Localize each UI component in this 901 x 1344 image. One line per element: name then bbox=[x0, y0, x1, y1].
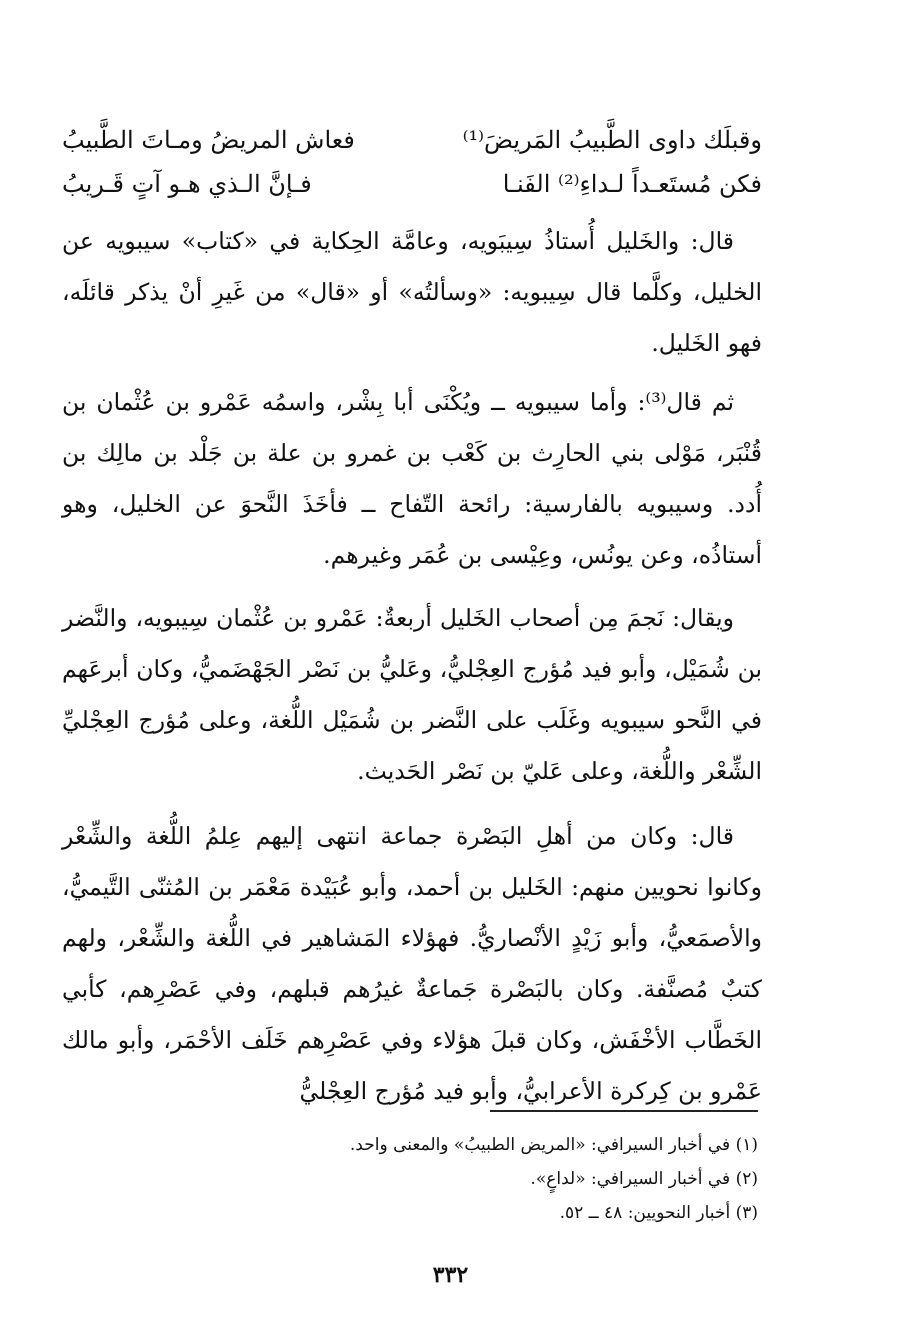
verse-second-hemistich: فـإنَّ الـذي هـو آتٍ قَـريبُ bbox=[62, 170, 312, 198]
verse-line bbox=[62, 162, 762, 206]
verse-first-hemistich: فكن مُستَعـداً لـداءِ⁽²⁾ الفَنـا bbox=[502, 170, 762, 198]
paragraph: قال: والخَليل أُستاذُ سِيبَويه، وعامَّة الحِكاية في «كتاب» سيبويه عن الخليل، وكلَّما قال سِيبويه: «وسألتُه» أو «قال» من غَيرِ أنْ يذكر قائلَه، فهو الخَليل. bbox=[62, 227, 762, 357]
footnote-divider bbox=[490, 1110, 758, 1112]
footnotes bbox=[138, 1128, 758, 1230]
paragraph: قال: وكان من أهلِ البَصْرة جماعة انتهى إليهم عِلمُ اللُّغة والشِّعْر وكانوا نحويين منهم: الخَليل بن أحمد، وأبو عُبَيْدة مَعْمَر بن المُثنّى التَّيميُّ، والأصمَعيُّ، وأبو زَيْدٍ الأنْصاريُّ. فهؤلاء المَشاهير في اللُّغة والشِّعْر، ولهم كتبٌ مُصنَّفة. وكان بالبَصْرة جَماعةٌ غيرُهم قبلهم، وفي عَصْرِهم، كأبي الخَطَّاب الأخْفَش، وكان قبلَ هؤلاء وفي عَصْرِهم خَلَف الأحْمَر، وأبو مالك عَمْرو بن كِركرة الأعرابيُّ، وأبو فيد مُؤرج العِجْليُّ bbox=[62, 822, 762, 1105]
page-body bbox=[62, 118, 762, 1117]
footnote: (٣) أخبار النحويين: ٤٨ ــ ٥٢. bbox=[559, 1203, 758, 1223]
page-number: ٣٣٢ bbox=[432, 1262, 469, 1288]
verse-first-hemistich: وقبلَك داوى الطَّبيبُ المَريضَ⁽¹⁾ bbox=[462, 126, 762, 154]
paragraph: ثم قال⁽³⁾: وأما سيبويه ــ ويُكْنَى أبا بِشْر، واسمُه عَمْرو بن عُثْمان بن قُنْبَر، مَوْلى بني الحارِث بن كَعْب بن غمرو بن علة بن جَلْد بن مالِك بن أُدد. وسيبويه بالفارسية: رائحة التّفاح ــ فأخَذَ النَّحوَ عن الخليل، وهو أستاذُه، وعن يونُس، وعِيْسى بن عُمَر وغيرهم. bbox=[62, 388, 762, 569]
footnote: (١) في أخبار السيرافي: «المريض الطبيبُ» والمعنى واحد. bbox=[349, 1135, 758, 1155]
verse-line bbox=[62, 118, 762, 162]
paragraph: ويقال: نَجمَ مِن أصحاب الخَليل أربعةٌ: عَمْرو بن عُثْمان سِيبويه، والنَّضر بن شُمَيْل، وأبو فيد مُؤرج العِجْليُّ، وعَليُّ بن نَصْر الجَهْضَميُّ، وكان أبرعَهم في النَّحو سيبويه وغَلَب على النَّضر بن شُمَيْل اللُّغة، وعلى مُؤرج العِجْليِّ الشِّعْر واللُّغة، وعلى عَليّ بن نَصْر الحَديث. bbox=[62, 604, 762, 785]
verse-second-hemistich: فعاش المريضُ ومـاتَ الطَّبيبُ bbox=[62, 126, 355, 154]
footnote: (٢) في أخبار السيرافي: «لداعٍ». bbox=[530, 1169, 758, 1189]
